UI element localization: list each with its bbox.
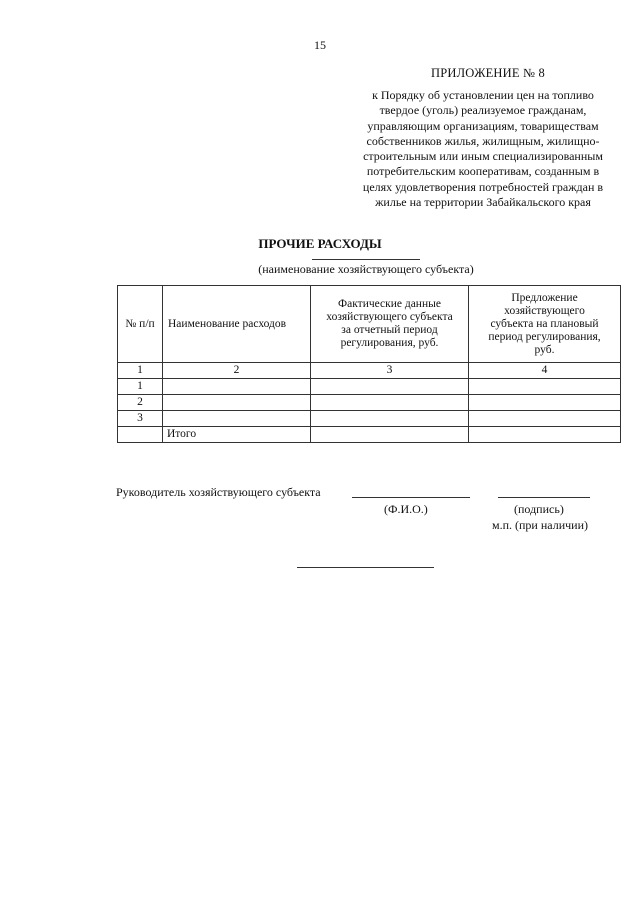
row-actual-cell — [311, 379, 469, 395]
appendix-line: управляющим организациям, товариществам — [367, 118, 599, 133]
row-num: 2 — [118, 395, 163, 411]
column-number: 2 — [163, 363, 311, 379]
document-title: ПРОЧИЕ РАСХОДЫ — [258, 236, 382, 251]
signature-caption: (подпись) — [514, 502, 564, 516]
header-actual-line: регулирования, руб. — [340, 337, 439, 349]
header-proposal-line: руб. — [534, 343, 555, 356]
row-actual-cell — [311, 395, 469, 411]
header-actual — [311, 286, 469, 363]
header-num: № п/п — [118, 286, 163, 363]
costs-table — [117, 285, 621, 443]
total-num-cell — [118, 427, 163, 443]
header-actual-line: за отчетный период — [341, 324, 438, 336]
column-numbers-row — [118, 363, 621, 379]
appendix-line: целях удовлетворения потребностей граждан в — [362, 179, 604, 194]
head-signature-label: Руководитель хозяйствующего субъекта — [116, 485, 321, 499]
row-name-cell — [163, 379, 311, 395]
column-number: 1 — [118, 363, 163, 379]
total-row — [118, 427, 621, 443]
row-proposal-cell — [469, 379, 621, 395]
signature-line — [498, 497, 590, 498]
fio-caption: (Ф.И.О.) — [384, 502, 428, 516]
entity-name-line — [312, 259, 420, 260]
total-label: Итого — [163, 427, 311, 443]
appendix-title: ПРИЛОЖЕНИЕ № 8 — [431, 66, 545, 80]
header-name: Наименование расходов — [163, 286, 311, 363]
total-actual-cell — [311, 427, 469, 443]
header-actual-line: Фактические данные — [338, 298, 441, 310]
fio-line — [352, 497, 470, 498]
header-actual-line: хозяйствующего субъекта — [326, 311, 453, 323]
row-name-cell — [163, 395, 311, 411]
header-proposal-line: Предложение — [511, 291, 578, 304]
total-proposal-cell — [469, 427, 621, 443]
header-proposal — [469, 286, 621, 363]
row-actual-cell — [311, 411, 469, 427]
row-proposal-cell — [469, 395, 621, 411]
table-row — [118, 395, 621, 411]
column-number: 3 — [311, 363, 469, 379]
row-name-cell — [163, 411, 311, 427]
appendix-line: к Порядку об установлении цен на топливо — [372, 88, 594, 102]
header-proposal-line: период регулирования, — [488, 330, 601, 343]
stamp-caption: м.п. (при наличии) — [492, 518, 588, 532]
appendix-description — [348, 88, 618, 210]
row-proposal-cell — [469, 411, 621, 427]
appendix-line: строительным или иным специализированным — [363, 149, 603, 164]
table-row — [118, 411, 621, 427]
end-separator-line — [297, 567, 434, 568]
column-number: 4 — [469, 363, 621, 379]
page-number: 15 — [314, 38, 326, 52]
table-header-row — [118, 286, 621, 363]
appendix-line: потребительским кооперативам, созданным в — [366, 164, 600, 179]
appendix-line: собственников жилья, жилищным, жилищно- — [366, 133, 600, 148]
entity-name-caption: (наименование хозяйствующего субъекта) — [258, 262, 474, 276]
appendix-line: жилье на территории Забайкальского края — [375, 195, 591, 210]
table-row — [118, 379, 621, 395]
header-proposal-line: субъекта на плановый — [490, 317, 599, 330]
row-num: 3 — [118, 411, 163, 427]
header-proposal-line: хозяйствующего — [504, 304, 585, 317]
row-num: 1 — [118, 379, 163, 395]
appendix-line: твердое (уголь) реализуемое гражданам, — [379, 103, 587, 118]
